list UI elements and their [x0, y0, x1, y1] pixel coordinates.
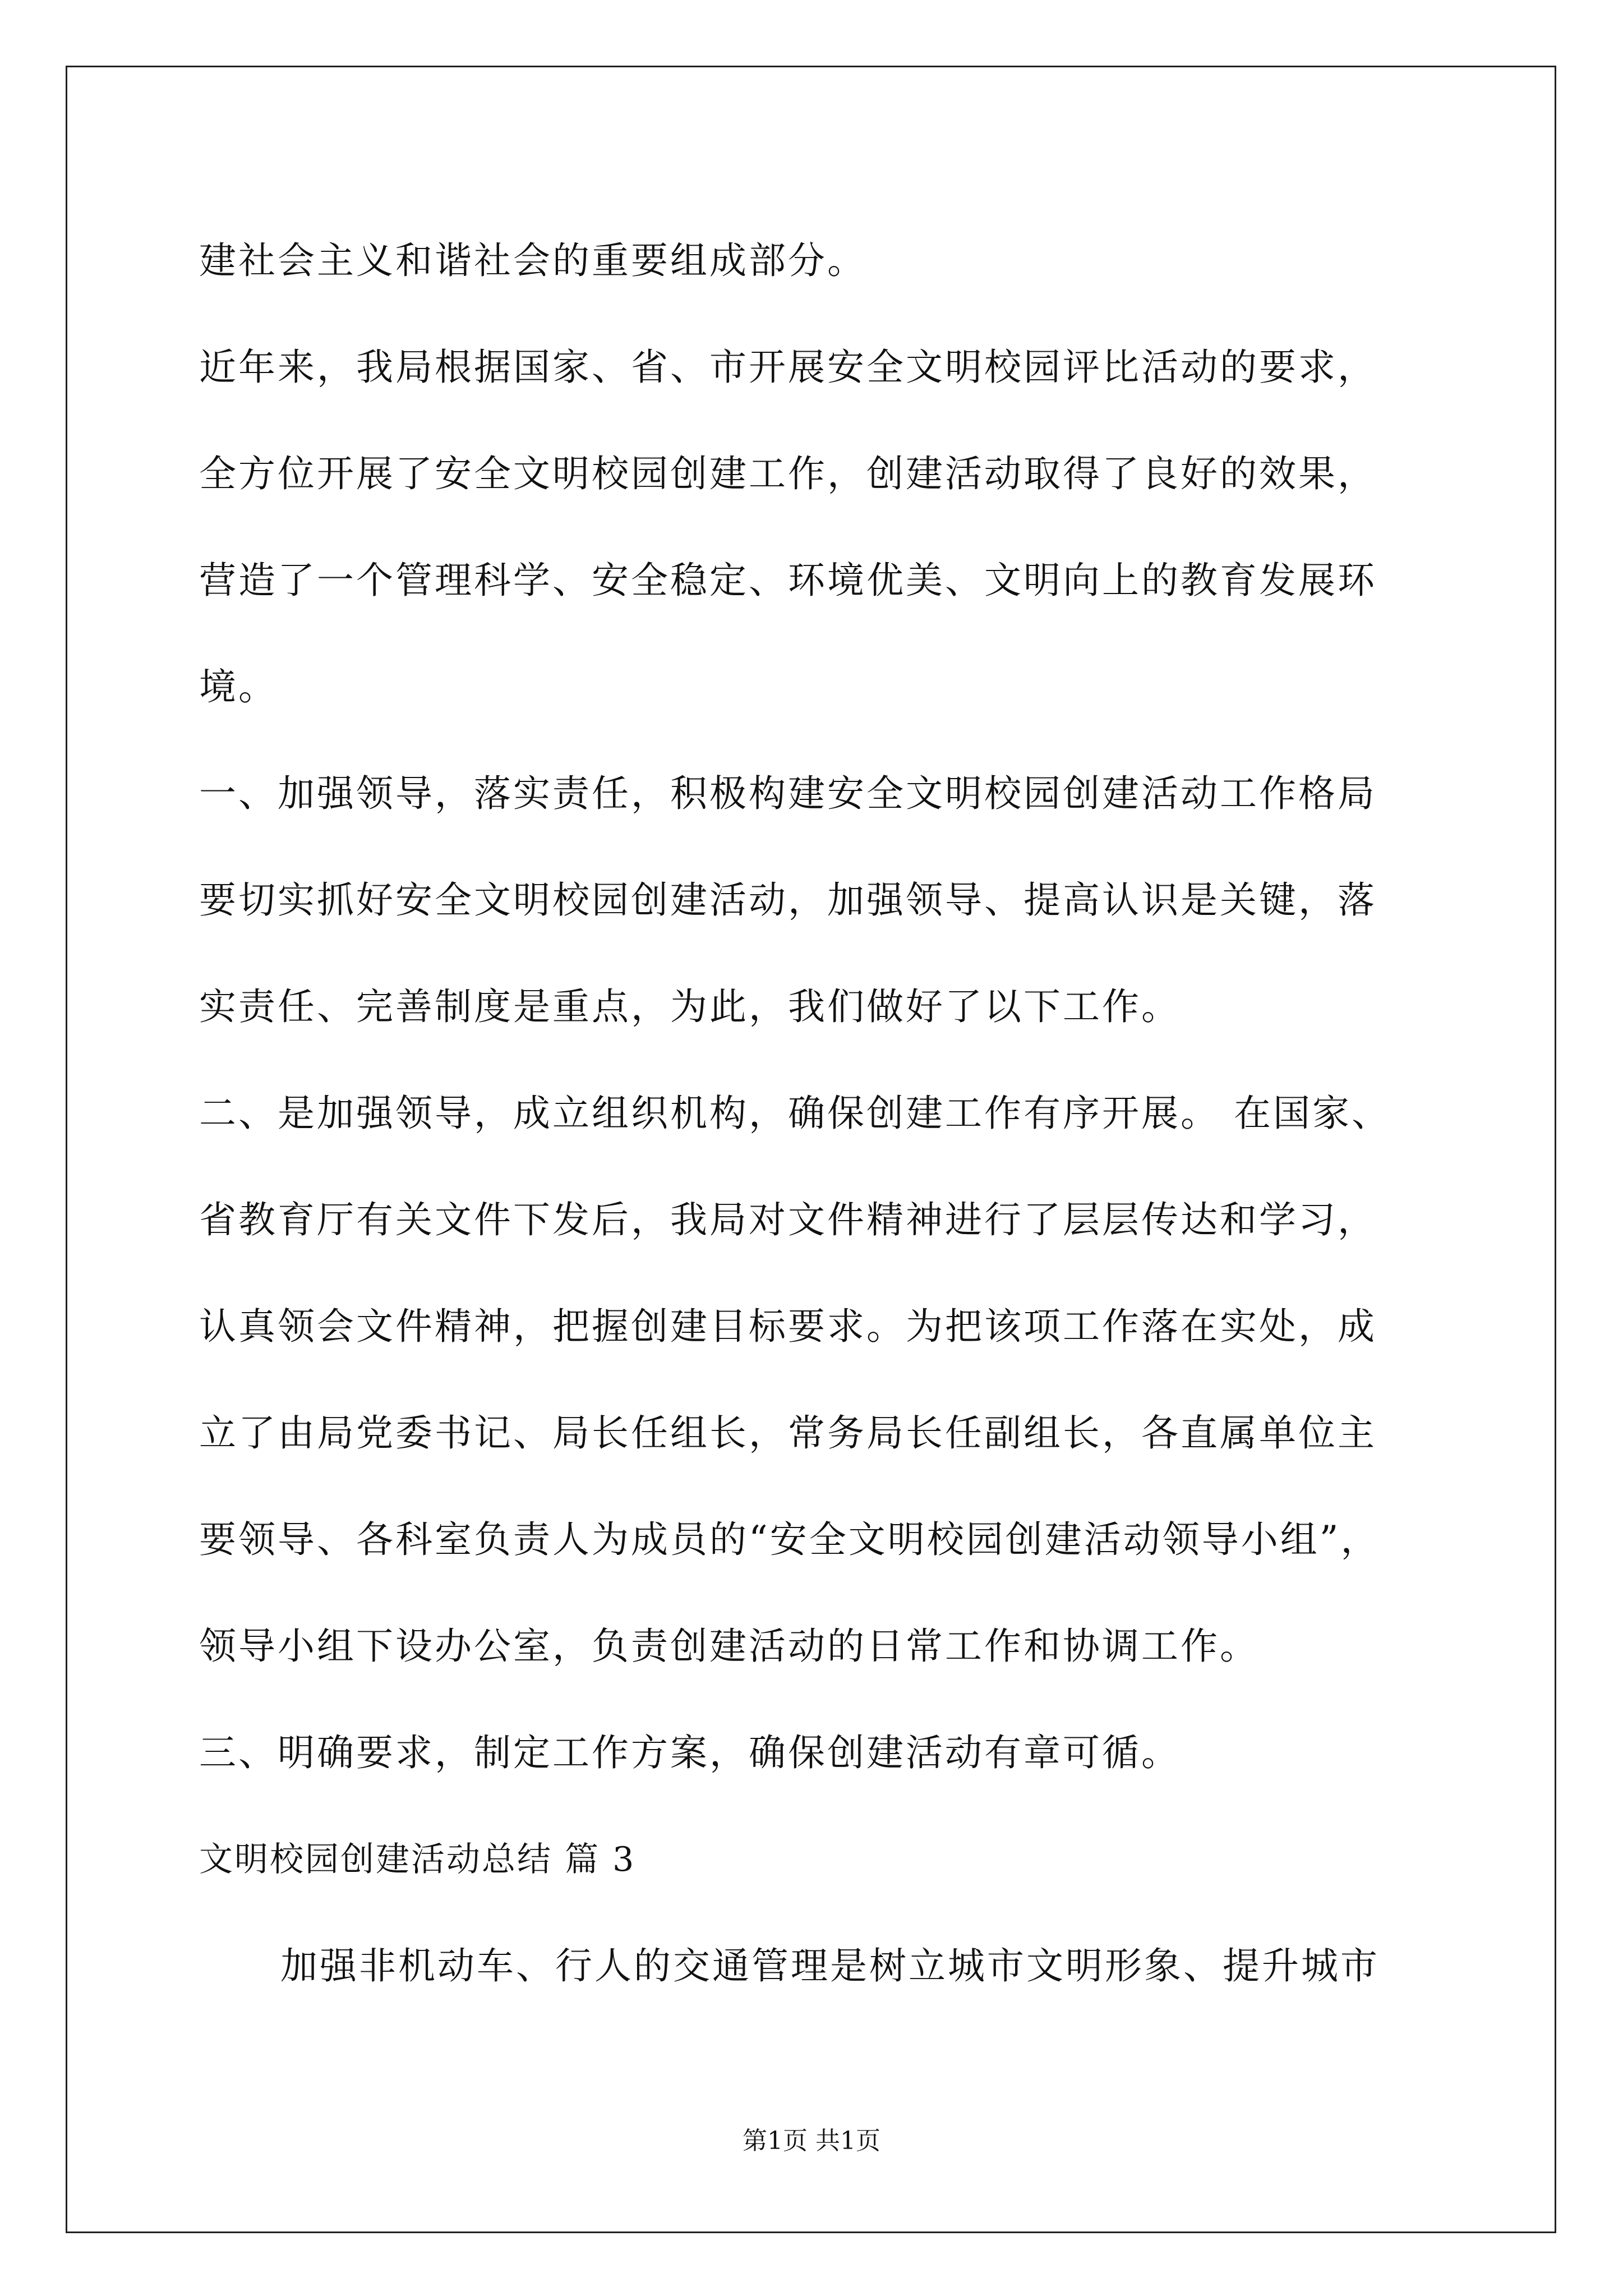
text-line: 境。	[199, 665, 278, 708]
text-line: 实责任、完善制度是重点，为此，我们做好了以下工作。	[199, 985, 1181, 1028]
text-line: 省教育厅有关文件下发后，我局对文件精神进行了层层传达和学习，	[199, 1198, 1377, 1241]
text-line: 建社会主义和谐社会的重要组成部分。	[199, 239, 866, 282]
text-line: 近年来，我局根据国家、省、市开展安全文明校园评比活动的要求，	[199, 346, 1377, 389]
text-line: 营造了一个管理科学、安全稳定、环境优美、文明向上的教育发展环	[199, 559, 1377, 602]
document-body	[199, 208, 1433, 2019]
text-line: 要领导、各科室负责人为成员的“安全文明校园创建活动领导小组”，	[199, 1518, 1380, 1561]
section-heading-2: 二、是加强领导，成立组织机构，确保创建工作有序开展。 在国家、	[199, 1092, 1391, 1135]
text-line: 立了由局党委书记、局长任组长，常务局长任副组长，各直属单位主	[199, 1411, 1377, 1455]
text-line: 要切实抓好安全文明校园创建活动，加强领导、提高认识是关键，落	[199, 878, 1377, 922]
section-heading-3: 三、明确要求，制定工作方案，确保创建活动有章可循。	[199, 1731, 1181, 1774]
paragraph-start: 加强非机动车、行人的交通管理是树立城市文明形象、提升城市	[280, 1944, 1380, 1987]
text-line: 全方位开展了安全文明校园创建工作，创建活动取得了良好的效果，	[199, 452, 1377, 495]
section-heading-1: 一、加强领导，落实责任，积极构建安全文明校园创建活动工作格局	[199, 772, 1377, 815]
text-line: 领导小组下设办公室，负责创建活动的日常工作和协调工作。	[199, 1625, 1259, 1668]
article-title: 文明校园创建活动总结 篇 3	[199, 1840, 636, 1879]
page-footer: 第1页 共1页	[743, 2127, 880, 2155]
text-line: 认真领会文件精神，把握创建目标要求。为把该项工作落在实处，成	[199, 1305, 1377, 1348]
